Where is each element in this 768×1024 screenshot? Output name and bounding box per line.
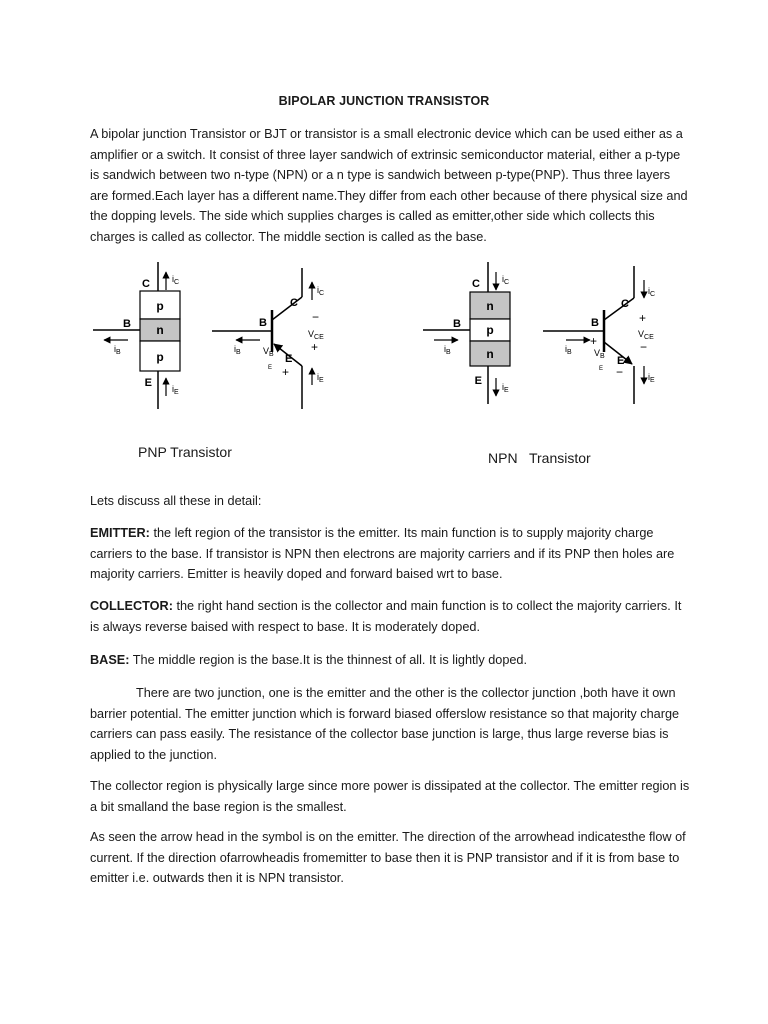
base-paragraph	[90, 650, 690, 671]
npn-symbol-vbe: V	[594, 348, 601, 358]
npn-block-ib: i	[444, 344, 446, 354]
npn-symbol-b-label: B	[591, 317, 599, 329]
pnp-symbol	[212, 268, 324, 409]
pnp-symbol-vce: V	[308, 329, 315, 339]
svg-text:iC	[648, 286, 655, 298]
svg-text:iC	[317, 285, 324, 297]
svg-text:iE	[317, 372, 324, 384]
pnp-block-ic: i	[172, 274, 174, 284]
pnp-symbol-ie-sub: E	[319, 377, 324, 384]
emitter-text: the left region of the transistor is the emitter. Its main function is to supply majority charge carriers to the base. If transistor is NPN then electrons are majority carriers and if its PNP then holes are majority carriers. Emitter is heavily doped and forward baised wrt to base.	[90, 526, 675, 581]
svg-text:iB	[444, 344, 451, 356]
transistor-diagram	[0, 0, 768, 480]
pnp-block-ic-sub: C	[174, 279, 180, 286]
npn-symbol-vce-plus: +	[639, 311, 647, 325]
pnp-symbol-c-label: C	[290, 297, 298, 309]
pnp-block-ib-sub: B	[116, 349, 121, 356]
pnp-symbol-vce-plus: +	[311, 340, 319, 354]
pnp-block-e-label: E	[144, 377, 152, 389]
npn-layer-middle-label: p	[486, 323, 494, 337]
pnp-layer-top-label: p	[156, 299, 164, 313]
npn-block-diagram	[423, 262, 510, 404]
npn-symbol-ic-sub: C	[650, 291, 656, 298]
page-title: BIPOLAR JUNCTION TRANSISTOR	[278, 94, 490, 108]
pnp-symbol-vbe: V	[263, 346, 270, 356]
pnp-block-ie: i	[172, 384, 174, 394]
junction-paragraph: There are two junction, one is the emitter and the other is the collector junction ,both have it own barrier potential. The emitter junction which is forward biased offerslow resistance so that majority charge carriers can pass easily. The resistance of the collector base junction is large, thus large reverse bias is applied to the junction.	[90, 686, 680, 762]
npn-symbol-ie: i	[648, 372, 650, 382]
npn-symbol-ic: i	[648, 286, 650, 296]
npn-block-e-label: E	[474, 375, 482, 387]
npn-symbol-vce-sub: CE	[644, 334, 654, 341]
npn-symbol-vce: V	[638, 329, 645, 339]
pnp-symbol-ib: i	[234, 344, 236, 354]
pnp-block-ib: i	[114, 344, 116, 354]
base-label: BASE:	[90, 653, 130, 667]
npn-block-ic: i	[502, 274, 504, 284]
npn-block-ie-sub: E	[504, 387, 509, 394]
svg-text:iB	[114, 344, 121, 356]
svg-text:iE	[648, 372, 655, 384]
svg-text:iE	[172, 384, 179, 396]
discuss-line: Lets discuss all these in detail:	[90, 494, 262, 508]
pnp-symbol-b-label: B	[259, 317, 267, 329]
svg-text:iB	[234, 344, 241, 356]
collector-text: the right hand section is the collector and main function is to collect the majority carriers. It is always reverse baised with respect to base. It is moderately doped.	[90, 599, 682, 634]
pnp-symbol-vce-minus: −	[312, 310, 320, 324]
pnp-block-c-label: C	[142, 278, 150, 290]
arrow-paragraph: As seen the arrow head in the symbol is on the emitter. The direction of the arrowhead indicatesthe flow of current. If the direction ofarrowheadis fromemitter to base then it is PNP transistor and if it is from base to emitter i.e. outwards then it is NPN transistor.	[90, 830, 686, 885]
pnp-block-ie-sub: E	[174, 389, 179, 396]
npn-layer-top-label: n	[486, 299, 494, 313]
npn-symbol-e-label: E	[617, 355, 625, 367]
pnp-symbol-vbe-plus: +	[282, 365, 290, 379]
npn-symbol	[543, 266, 655, 404]
pnp-symbol-e-label: E	[285, 353, 293, 365]
npn-symbol-vbe-sub2: E	[599, 366, 604, 372]
pnp-layer-bottom-label: p	[156, 350, 164, 364]
npn-symbol-c-label: C	[621, 298, 629, 310]
svg-text:iC	[172, 274, 179, 286]
pnp-layer-middle-label: n	[156, 323, 164, 337]
pnp-symbol-ie: i	[317, 372, 319, 382]
npn-block-c-label: C	[472, 278, 480, 290]
npn-block-ib-sub: B	[446, 349, 451, 356]
base-text: The middle region is the base.It is the thinnest of all. It is lightly doped.	[129, 653, 528, 667]
pnp-block-diagram	[93, 262, 180, 409]
npn-symbol-vbe-plus: +	[590, 334, 598, 348]
emitter-label: EMITTER:	[90, 526, 150, 540]
pnp-symbol-vce-sub: CE	[314, 334, 324, 341]
collector-paragraph	[90, 596, 690, 637]
svg-text:iE	[502, 382, 509, 394]
npn-symbol-ib: i	[565, 344, 567, 354]
npn-symbol-ib-sub: B	[567, 349, 572, 356]
pnp-block-b-label: B	[123, 318, 131, 330]
npn-layer-bottom-label: n	[486, 347, 494, 361]
npn-symbol-vce-minus: −	[640, 340, 648, 354]
npn-block-b-label: B	[453, 318, 461, 330]
npn-block-ic-sub: C	[504, 279, 510, 286]
svg-text:iC	[502, 274, 509, 286]
intro-paragraph: A bipolar junction Transistor or BJT or transistor is a small electronic device which can be used either as a amplifier or a switch. It consist of three layer sandwich of extrinsic semiconductor material, either a p-type is sandwich between two n-type (NPN) or a n type is sandwich between p-type(PNP). Thus three layers are formed.Each layer has a different name.They differ from each other because of there physical size and the dopping levels. The side which supplies charges is called as emitter,other side which collects this charges is called as collector. The middle section is called as the base.	[90, 127, 688, 244]
svg-text:iB	[565, 344, 572, 356]
pnp-caption: PNP Transistor	[138, 444, 232, 460]
pnp-symbol-ic-sub: C	[319, 290, 325, 297]
npn-symbol-ie-sub: E	[650, 377, 655, 384]
region-paragraph: The collector region is physically large since more power is dissipated at the collector. The emitter region is a bit smalland the base region is the smallest.	[90, 779, 690, 814]
npn-symbol-vbe-minus: −	[616, 365, 624, 379]
pnp-symbol-ib-sub: B	[236, 349, 241, 356]
pnp-symbol-vbe-sub2: E	[268, 365, 273, 371]
npn-caption: NPN Transistor	[488, 450, 591, 466]
emitter-paragraph	[90, 523, 690, 585]
collector-label: COLLECTOR:	[90, 599, 173, 613]
pnp-symbol-ic: i	[317, 285, 319, 295]
pnp-symbol-vbe-sub: B	[269, 351, 274, 358]
npn-block-ie: i	[502, 382, 504, 392]
npn-symbol-vbe-sub: B	[600, 353, 605, 360]
